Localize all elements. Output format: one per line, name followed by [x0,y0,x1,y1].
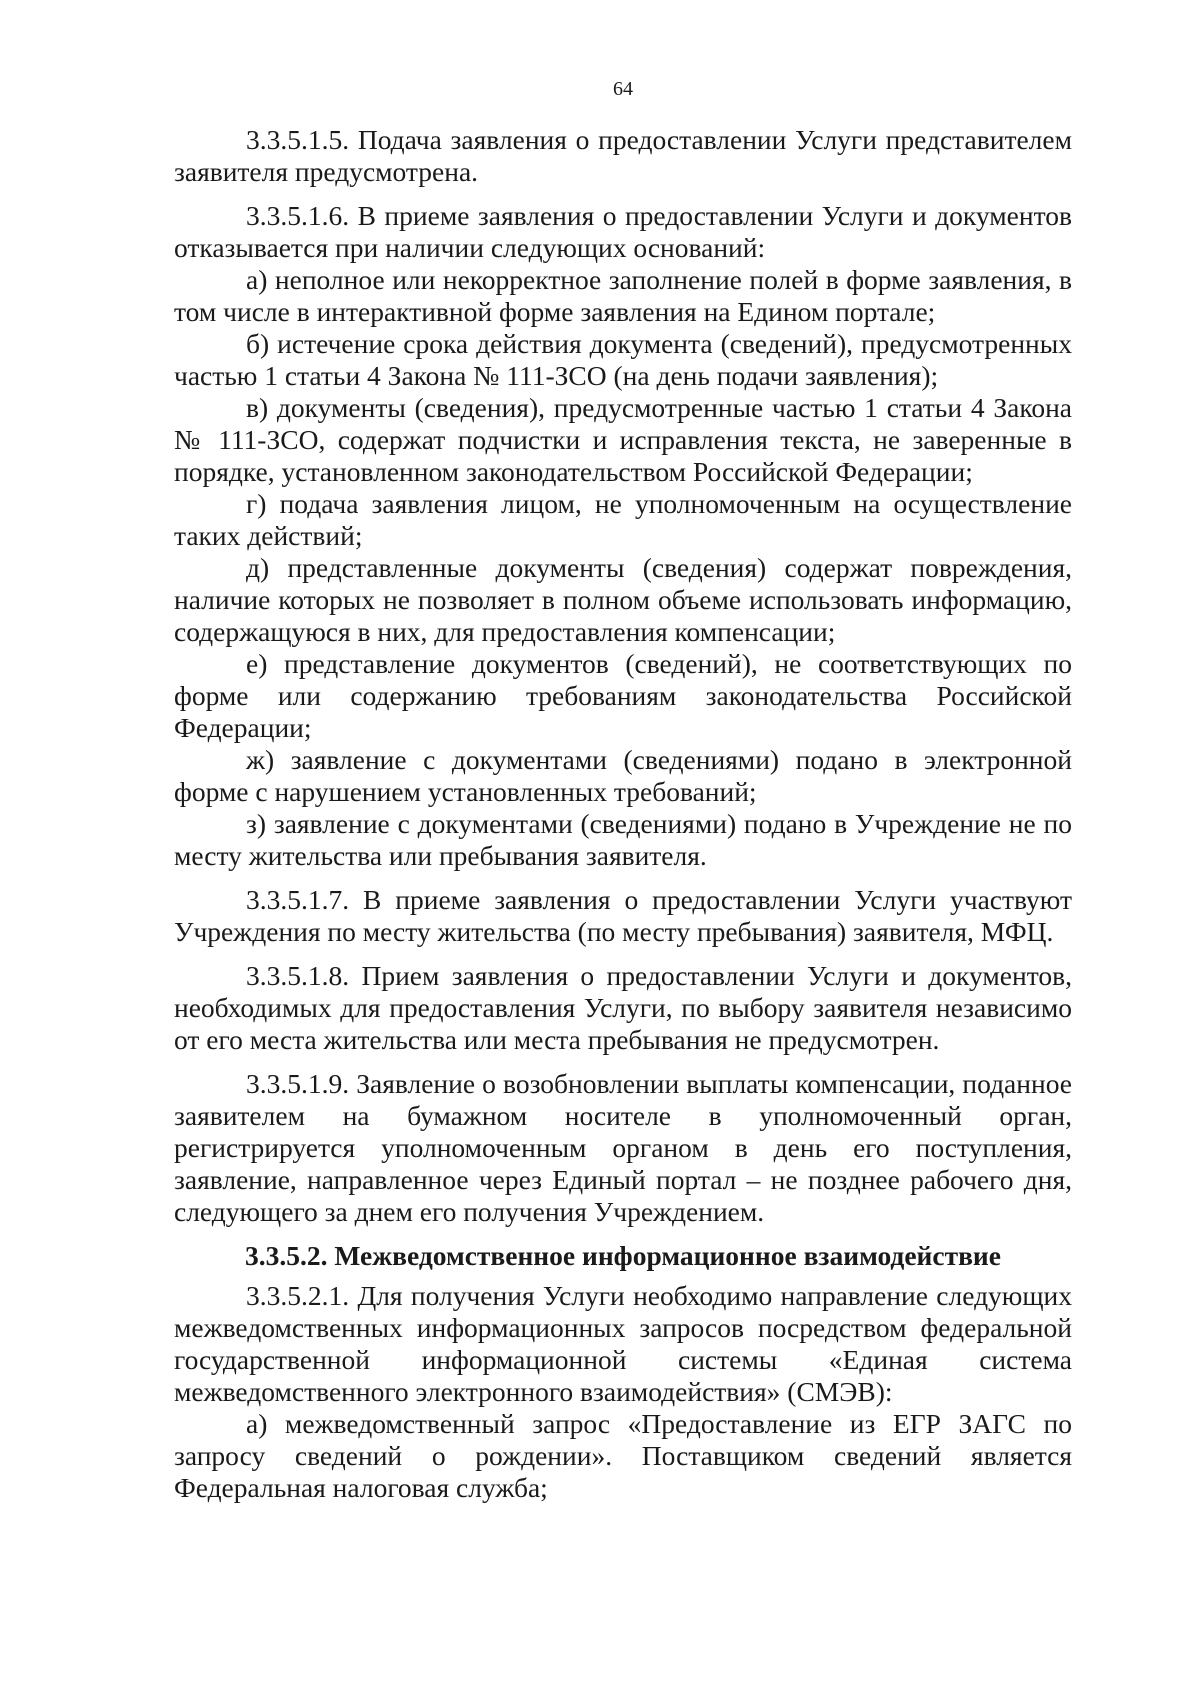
paragraph-3-3-5-1-9: 3.3.5.1.9. Заявление о возобновлении выплаты компенсации, поданное заявителем на бумажном носителе в уполномоченный орган, регистрируется уполномоченным органом в день его поступления, заявление, направленное через Единый портал – не позднее рабочего дня, следующего за днем его получения Учреждением. [174,1068,1072,1227]
list-item-a: а) неполное или некорректное заполнение полей в форме заявления, в том числе в интерактивной форме заявления на Едином портале; [174,264,1072,327]
paragraph-3-3-5-1-5: 3.3.5.1.5. Подача заявления о предоставлении Услуги представителем заявителя предусмотрена. [174,124,1072,187]
section-heading: 3.3.5.2. Межведомственное информационное взаимодействие [245,1240,1001,1271]
document-body [174,124,1072,1504]
list-item-v: в) документы (сведения), предусмотренные частью 1 статьи 4 Закона № 111-ЗСО, содержат подчистки и исправления текста, не заверенные в порядке, установленном законодательством Российской Федерации; [174,392,1072,487]
paragraph-3-3-5-2-1: 3.3.5.2.1. Для получения Услуги необходимо направление следующих межведомственных информационных запросов посредством федеральной государственной информационной системы «Единая система межведомственного электронного взаимодействия» (СМЭВ): [174,1280,1072,1407]
paragraph-3-3-5-1-7: 3.3.5.1.7. В приеме заявления о предоставлении Услуги участвуют Учреждения по месту жительства (по месту пребывания) заявителя, МФЦ. [174,884,1072,947]
page-number: 64 [613,78,633,100]
list-item-g: г) подача заявления лицом, не уполномоченным на осуществление таких действий; [174,488,1072,551]
list-item-z: з) заявление с документами (сведениями) подано в Учреждение не по месту жительства или пребывания заявителя. [174,808,1072,871]
list-item-b: б) истечение срока действия документа (сведений), предусмотренных частью 1 статьи 4 Закона № 111-ЗСО (на день подачи заявления); [174,328,1072,391]
paragraph-3-3-5-1-8: 3.3.5.1.8. Прием заявления о предоставлении Услуги и документов, необходимых для предоставления Услуги, по выбору заявителя независимо от его места жительства или места пребывания не предусмотрен. [174,960,1072,1055]
list-item-d: д) представленные документы (сведения) содержат повреждения, наличие которых не позволяет в полном объеме использовать информацию, содержащуюся в них, для предоставления компенсации; [174,552,1072,647]
paragraph-3-3-5-1-6: 3.3.5.1.6. В приеме заявления о предоставлении Услуги и документов отказывается при наличии следующих оснований: [174,200,1072,263]
list-item-e: е) представление документов (сведений), не соответствующих по форме или содержанию требованиям законодательства Российской Федерации; [174,648,1072,743]
list-item-a-request: а) межведомственный запрос «Предоставление из ЕГР ЗАГС по запросу сведений о рождении». Поставщиком сведений является Федеральная налоговая служба; [174,1408,1072,1503]
list-item-zh: ж) заявление с документами (сведениями) подано в электронной форме с нарушением установленных требований; [174,744,1072,807]
